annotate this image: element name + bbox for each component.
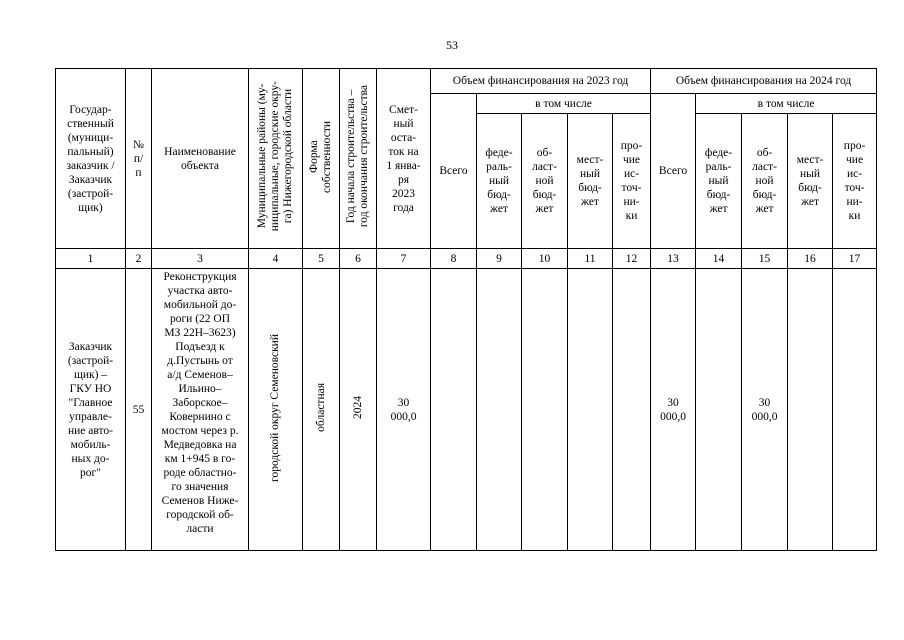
column-number: 4 bbox=[249, 249, 303, 269]
table-row bbox=[56, 269, 877, 551]
page-number: 53 bbox=[446, 38, 458, 52]
cell-local-2023 bbox=[568, 269, 613, 551]
header-including-2023: в том числе bbox=[477, 94, 651, 114]
cell-ownership: областная bbox=[303, 269, 340, 551]
header-ownership: Форма собственности bbox=[303, 69, 340, 249]
column-number: 1 bbox=[56, 249, 126, 269]
header-customer: Государ- ственный (муници- пальный) заказчик / Заказчик (застрой- щик) bbox=[56, 69, 126, 249]
header-object-name: Наименование объекта bbox=[152, 69, 249, 249]
header-other-2024: про- чие ис- точ- ни- ки bbox=[833, 114, 877, 249]
column-number: 6 bbox=[340, 249, 377, 269]
financing-table bbox=[55, 68, 877, 551]
cell-regional-2023 bbox=[522, 269, 568, 551]
header-federal-2024: феде- раль- ный бюд- жет bbox=[696, 114, 742, 249]
cell-years: 2024 bbox=[340, 269, 377, 551]
cell-object-name: Реконструкция участка авто- мобильной до- роги (22 ОП МЗ 22Н–3623) Подъезд к д.Пустынь от а/д Семенов– Ильино– Заборское– Ковернино с мостом через р. Медведовка на км 1+945 в го- роде областно- го значения Семенов Ниже- городской об- ласти bbox=[152, 269, 249, 551]
cell-estimate: 30 000,0 bbox=[377, 269, 431, 551]
cell-federal-2024 bbox=[696, 269, 742, 551]
column-number: 12 bbox=[613, 249, 651, 269]
header-other-2023: про- чие ис- точ- ни- ки bbox=[613, 114, 651, 249]
column-number: 13 bbox=[651, 249, 696, 269]
column-number: 17 bbox=[833, 249, 877, 269]
cell-total-2024: 30 000,0 bbox=[651, 269, 696, 551]
header-local-2024: мест- ный бюд- жет bbox=[788, 114, 833, 249]
header-including-2024: в том числе bbox=[696, 94, 877, 114]
cell-other-2023 bbox=[613, 269, 651, 551]
header-regional-2023: об- ласт- ной бюд- жет bbox=[522, 114, 568, 249]
header-regional-2024: об- ласт- ной бюд- жет bbox=[742, 114, 788, 249]
column-number: 15 bbox=[742, 249, 788, 269]
column-number: 9 bbox=[477, 249, 522, 269]
header-financing-2023: Объем финансирования на 2023 год bbox=[431, 69, 651, 94]
column-number: 16 bbox=[788, 249, 833, 269]
cell-federal-2023 bbox=[477, 269, 522, 551]
cell-other-2024 bbox=[833, 269, 877, 551]
header-districts: Муниципальные районы (му- ниципальные, городские окру- га) Нижегородской области bbox=[249, 69, 303, 249]
cell-total-2023 bbox=[431, 269, 477, 551]
header-years: Год начала строительства – год окончания строительства bbox=[340, 69, 377, 249]
column-number: 11 bbox=[568, 249, 613, 269]
header-federal-2023: феде- раль- ный бюд- жет bbox=[477, 114, 522, 249]
column-number: 10 bbox=[522, 249, 568, 269]
header-financing-2024: Объем финансирования на 2024 год bbox=[651, 69, 877, 94]
header-local-2023: мест- ный бюд- жет bbox=[568, 114, 613, 249]
column-number: 8 bbox=[431, 249, 477, 269]
header-total-2024: Всего bbox=[651, 94, 696, 249]
cell-number: 55 bbox=[126, 269, 152, 551]
column-number: 5 bbox=[303, 249, 340, 269]
cell-regional-2024: 30 000,0 bbox=[742, 269, 788, 551]
cell-district: городской округ Семеновский bbox=[249, 269, 303, 551]
header-total-2023: Всего bbox=[431, 94, 477, 249]
column-number: 14 bbox=[696, 249, 742, 269]
header-estimate: Смет- ный оста- ток на 1 янва- ря 2023 года bbox=[377, 69, 431, 249]
header-number: № п/ п bbox=[126, 69, 152, 249]
cell-customer: Заказчик (застрой- щик) – ГКУ НО "Главное управле- ние авто- мобиль- ных до- рог" bbox=[56, 269, 126, 551]
column-number: 2 bbox=[126, 249, 152, 269]
column-numbers-row bbox=[56, 249, 877, 269]
column-number: 7 bbox=[377, 249, 431, 269]
cell-local-2024 bbox=[788, 269, 833, 551]
column-number: 3 bbox=[152, 249, 249, 269]
